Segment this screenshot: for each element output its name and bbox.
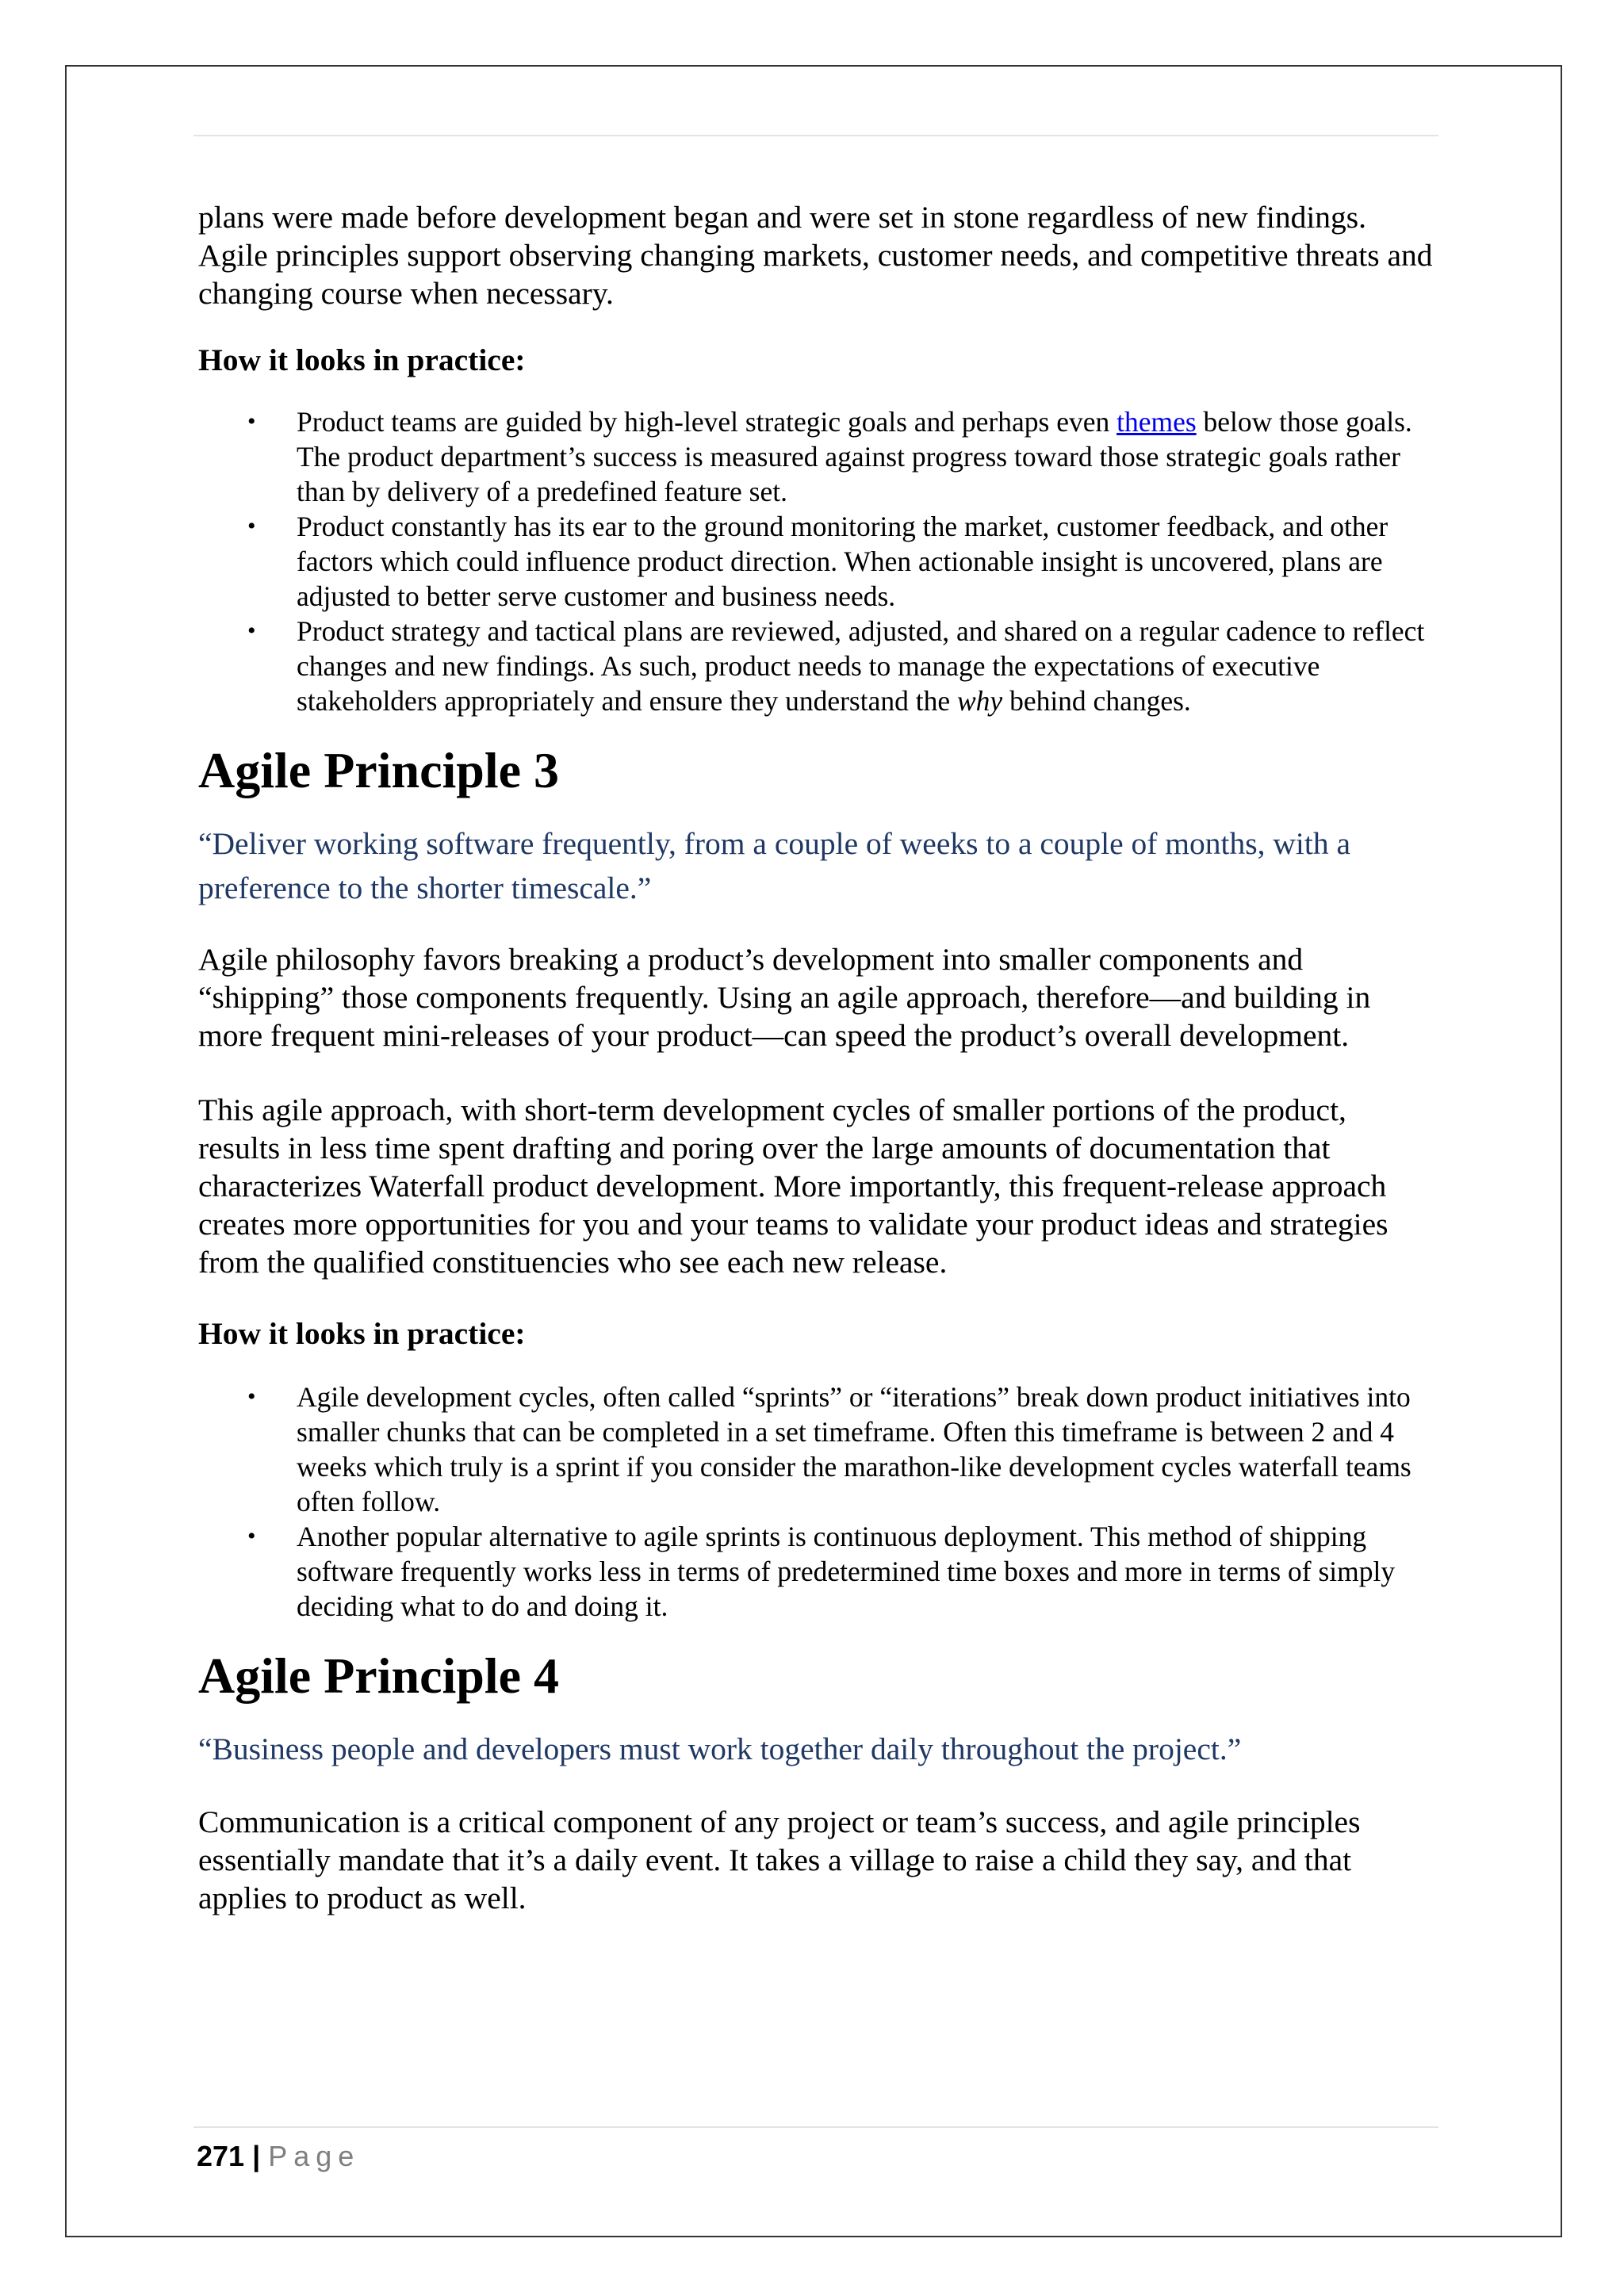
page-footer (197, 2137, 360, 2175)
practice-list-2 (198, 1380, 1435, 1624)
principle-3-heading: Agile Principle 3 (198, 742, 560, 798)
list-item: • Product strategy and tactical plans are reviewed, adjusted, and shared on a regular cadence to reflect changes and new findings. As such, product needs to manage the expectations of executive stakeholders appropriately and ensure they understand the why behind changes. (247, 615, 1425, 717)
bullet-icon: • (247, 1383, 256, 1410)
principle-4-paragraph-1: Communication is a critical component of any project or team’s success, and agile principles essentially mandate that it’s a daily event. It takes a village to raise a child they say, and that applies to product as well. (198, 1804, 1361, 1915)
bullet-icon: • (247, 1523, 256, 1549)
principle-4-quote: “Business people and developers must work together daily throughout the project.” (198, 1732, 1242, 1766)
bullet-icon: • (247, 513, 256, 539)
principle-3-paragraph-1: Agile philosophy favors breaking a product’s development into smaller components and “shipping” those components frequently. Using an agile approach, therefore—and building in more frequent mini-releases of your product—can speed the product’s overall development. (198, 942, 1371, 1053)
page-content (198, 198, 1435, 1917)
principle-4-heading: Agile Principle 4 (198, 1647, 560, 1704)
themes-link[interactable]: themes (1116, 406, 1197, 438)
list-item: • Product teams are guided by high-level strategic goals and perhaps even themes below those goals. The product department’s success is measured against progress toward those strategic goals rather than by delivery of a predefined feature set. (247, 406, 1412, 507)
list-item: • Agile development cycles, often called “sprints” or “iterations” break down product initiatives into smaller chunks that can be completed in a set timeframe. Often this timeframe is between 2 and 4 weeks which truly is a sprint if you consider the marathon-like development cycles waterfall teams often follow. (247, 1381, 1411, 1517)
emphasis-why: why (957, 685, 1003, 717)
footer-separator: | (252, 2140, 261, 2172)
bullet-icon: • (247, 408, 256, 434)
practice-heading-2: How it looks in practice: (198, 1316, 526, 1351)
page-number: 271 (197, 2140, 245, 2172)
page-label: Page (268, 2140, 361, 2172)
practice-heading-1: How it looks in practice: (198, 342, 526, 377)
bullet-icon: • (247, 618, 256, 644)
header-rule (193, 135, 1438, 136)
practice-list-1 (198, 404, 1435, 718)
footer-rule (193, 2126, 1438, 2128)
intro-paragraph: plans were made before development began and were set in stone regardless of new findings. Agile principles support observing changing markets, customer needs, and competitive threats and changing course when necessary. (198, 200, 1433, 311)
list-item: • Another popular alternative to agile sprints is continuous deployment. This method of shipping software frequently works less in terms of predetermined time boxes and more in terms of simply deciding what to do and doing it. (247, 1521, 1396, 1622)
principle-3-paragraph-2: This agile approach, with short-term development cycles of smaller portions of the product, results in less time spent drafting and poring over the large amounts of documentation that characterizes Waterfall product development. More importantly, this frequent-release approach creates more opportunities for you and your teams to validate your product ideas and strategies from the qualified constituencies who see each new release. (198, 1093, 1388, 1280)
principle-3-quote: “Deliver working software frequently, from a couple of weeks to a couple of months, with a preference to the shorter timescale.” (198, 826, 1350, 905)
list-item: • Product constantly has its ear to the ground monitoring the market, customer feedback, and other factors which could influence product direction. When actionable insight is uncovered, plans are adjusted to better serve customer and business needs. (247, 511, 1388, 612)
